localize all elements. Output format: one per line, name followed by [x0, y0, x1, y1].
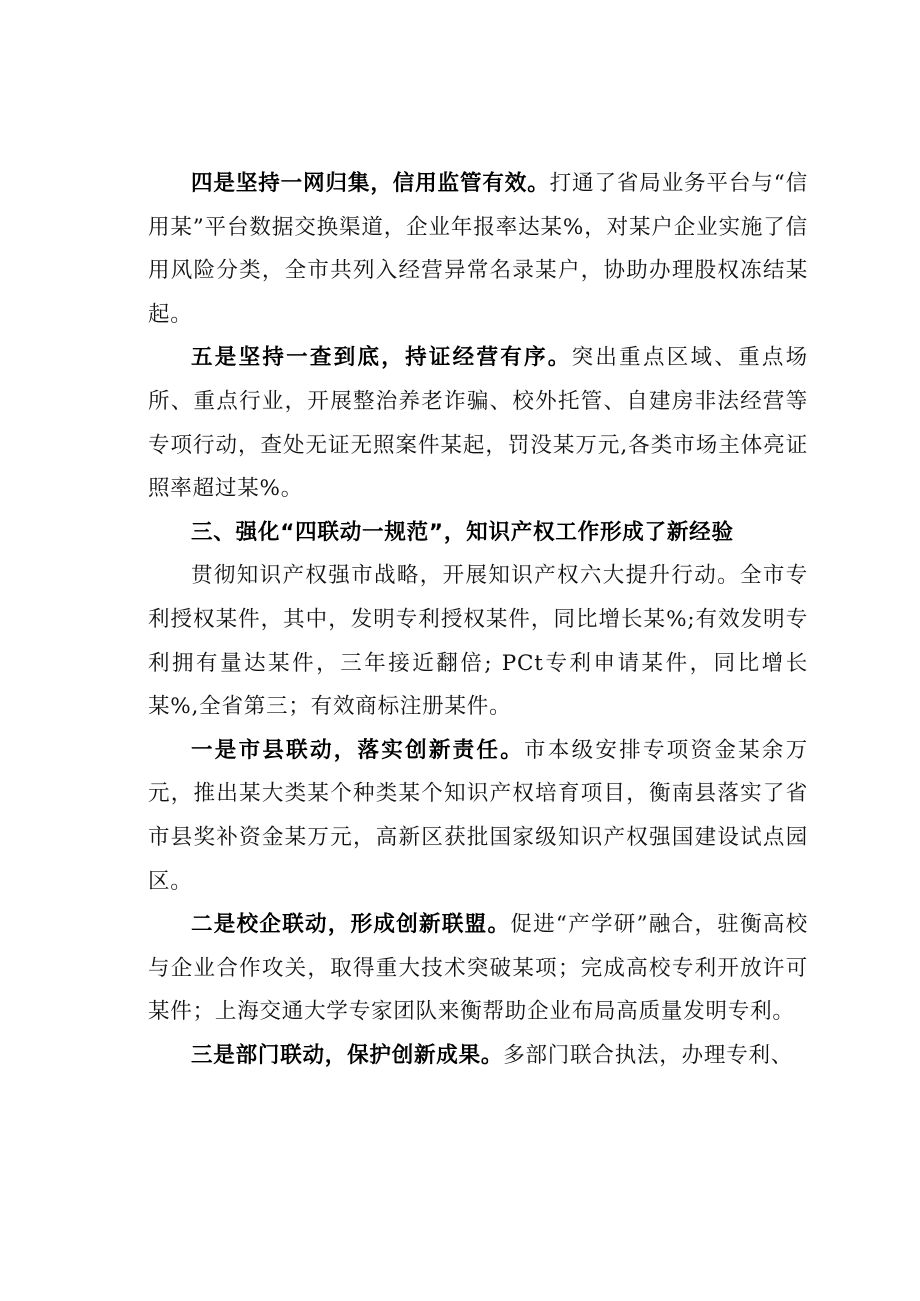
- paragraph-lead: 三是部门联动，保护创新成果。: [191, 1042, 504, 1068]
- paragraph-lead: 二是校企联动，形成创新联盟。: [191, 912, 511, 938]
- paragraph-text: 突出重点区域、重点场所、重点行业，开展整治养老诈骗、校外托管、自建房非法经营等专项行动，查处无证无照案件某起，罚没某万元,各类市场主体亮证照率超过某%。: [148, 345, 808, 502]
- section-heading: 三、强化“四联动一规范”，知识产权工作形成了新经验: [191, 519, 734, 545]
- document-body: [148, 162, 808, 1077]
- paragraph-department-linkage: [148, 1034, 808, 1078]
- paragraph-lead: 五是坚持一查到底，持证经营有序。: [191, 345, 572, 371]
- paragraph-text: 多部门联合执法，办理专利、: [503, 1042, 794, 1068]
- paragraph-text: 市本级安排专项资金某余万元，推出某大类某个种类某个知识产权培育项目，衡南县落实了省市县奖补资金某万元，高新区获批国家级知识产权强国建设试点园区。: [148, 737, 808, 894]
- paragraph-text: 促进“产学研”融合，驻衡高校与企业合作攻关，取得重大技术突破某项；完成高校专利开放许可某件；上海交通大学专家团队来衡帮助企业布局高质量发明专利。: [148, 912, 809, 1025]
- paragraph-lead: 一是市县联动，落实创新责任。: [191, 737, 525, 763]
- paragraph-school-enterprise-linkage: [148, 903, 808, 1034]
- paragraph-licensed-operation: [148, 336, 808, 510]
- paragraph-ip-overview: [148, 554, 808, 728]
- paragraph-text: 打通了省局业务平台与“信用某”平台数据交换渠道，企业年报率达某%，对某户企业实施了信用风险分类，全市共列入经营异常名录某户，协助办理股权冻结某起。: [148, 171, 808, 327]
- paragraph-credit-supervision: [148, 162, 808, 336]
- paragraph-text: 贯彻知识产权强市战略，开展知识产权六大提升行动。全市专利授权某件，其中，发明专利授权某件，同比增长某%;有效发明专利拥有量达某件，三年接近翻倍; PCt专利申请某件，同比增长某%,全省第三；有效商标注册某件。: [148, 563, 808, 720]
- paragraph-lead: 四是坚持一网归集，信用监管有效。: [191, 171, 550, 196]
- paragraph-city-county-linkage: [148, 729, 808, 903]
